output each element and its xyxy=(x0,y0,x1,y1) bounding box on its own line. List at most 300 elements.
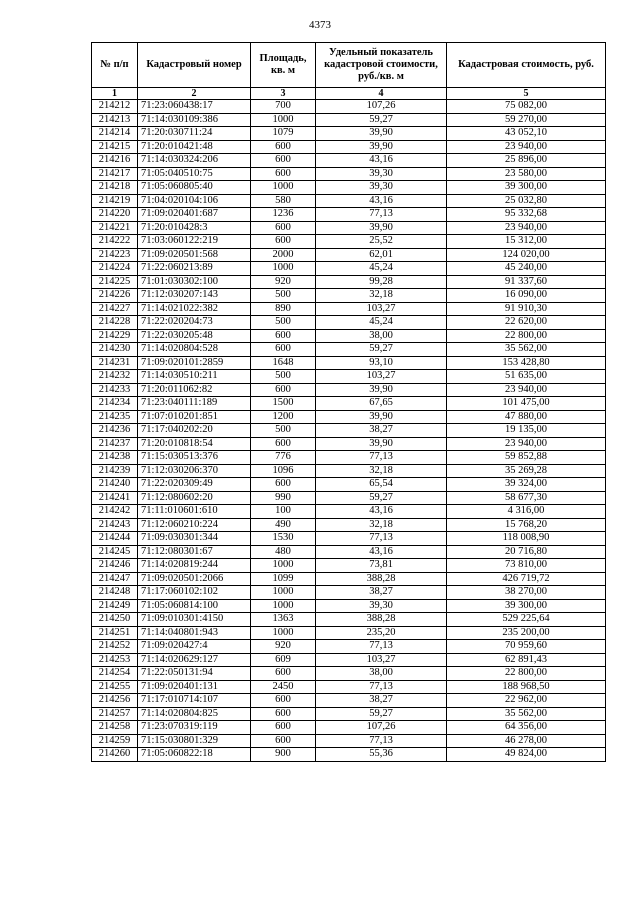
cadastral-number-cell: 71:22:020204:73 xyxy=(138,316,251,330)
specific-value-cell: 39,90 xyxy=(316,221,447,235)
row-number-cell: 214244 xyxy=(92,532,138,546)
cadastral-number-cell: 71:22:060213:89 xyxy=(138,262,251,276)
cadastral-number-cell: 71:20:011062:82 xyxy=(138,383,251,397)
area-cell: 600 xyxy=(251,221,316,235)
cadastral-number-cell: 71:09:020401:131 xyxy=(138,680,251,694)
specific-value-cell: 45,24 xyxy=(316,316,447,330)
cadastral-value-cell: 4 316,00 xyxy=(447,505,606,519)
cadastral-number-cell: 71:05:060822:18 xyxy=(138,748,251,762)
cadastral-number-cell: 71:22:020309:49 xyxy=(138,478,251,492)
specific-value-cell: 32,18 xyxy=(316,289,447,303)
specific-value-cell: 39,30 xyxy=(316,167,447,181)
table-row xyxy=(92,140,606,154)
table-row xyxy=(92,100,606,114)
row-number-cell: 214238 xyxy=(92,451,138,465)
area-cell: 600 xyxy=(251,154,316,168)
table-row xyxy=(92,667,606,681)
cadastral-value-cell: 188 968,50 xyxy=(447,680,606,694)
cadastral-value-cell: 39 300,00 xyxy=(447,599,606,613)
area-cell: 776 xyxy=(251,451,316,465)
cadastral-number-cell: 71:23:040111:189 xyxy=(138,397,251,411)
specific-value-cell: 59,27 xyxy=(316,491,447,505)
area-cell: 700 xyxy=(251,100,316,114)
page-number: 4373 xyxy=(309,19,331,31)
specific-value-cell: 107,26 xyxy=(316,721,447,735)
table-body xyxy=(92,100,606,762)
area-cell: 500 xyxy=(251,370,316,384)
table-row xyxy=(92,316,606,330)
cadastral-number-cell: 71:12:060210:224 xyxy=(138,518,251,532)
cadastral-value-cell: 19 135,00 xyxy=(447,424,606,438)
row-number-cell: 214227 xyxy=(92,302,138,316)
table-row xyxy=(92,424,606,438)
row-number-cell: 214246 xyxy=(92,559,138,573)
row-number-cell: 214236 xyxy=(92,424,138,438)
cadastral-number-cell: 71:14:020804:825 xyxy=(138,707,251,721)
area-cell: 1000 xyxy=(251,599,316,613)
table-row xyxy=(92,626,606,640)
specific-value-cell: 32,18 xyxy=(316,518,447,532)
row-number-cell: 214224 xyxy=(92,262,138,276)
cadastral-number-cell: 71:17:060102:102 xyxy=(138,586,251,600)
row-number-cell: 214251 xyxy=(92,626,138,640)
specific-value-cell: 77,13 xyxy=(316,734,447,748)
cadastral-value-cell: 35 562,00 xyxy=(447,343,606,357)
header-specific-value: Удельный показатель кадастровой стоимости, руб./кв. м xyxy=(316,43,447,88)
row-number-cell: 214214 xyxy=(92,127,138,141)
cadastral-value-cell: 22 800,00 xyxy=(447,329,606,343)
specific-value-cell: 39,90 xyxy=(316,140,447,154)
row-number-cell: 214256 xyxy=(92,694,138,708)
cadastral-number-cell: 71:12:080602:20 xyxy=(138,491,251,505)
column-number: 5 xyxy=(447,88,606,100)
header-cadastral-number: Кадастровый номер xyxy=(138,43,251,88)
area-cell: 600 xyxy=(251,694,316,708)
table-row xyxy=(92,680,606,694)
area-cell: 920 xyxy=(251,640,316,654)
table-row xyxy=(92,194,606,208)
row-number-cell: 214217 xyxy=(92,167,138,181)
cadastral-value-cell: 59 270,00 xyxy=(447,113,606,127)
column-number: 2 xyxy=(138,88,251,100)
table-row xyxy=(92,275,606,289)
cadastral-value-cell: 15 312,00 xyxy=(447,235,606,249)
specific-value-cell: 43,16 xyxy=(316,194,447,208)
cadastral-value-cell: 47 880,00 xyxy=(447,410,606,424)
specific-value-cell: 388,28 xyxy=(316,572,447,586)
area-cell: 1000 xyxy=(251,626,316,640)
area-cell: 600 xyxy=(251,343,316,357)
specific-value-cell: 77,13 xyxy=(316,640,447,654)
row-number-cell: 214216 xyxy=(92,154,138,168)
cadastral-number-cell: 71:20:010421:48 xyxy=(138,140,251,154)
area-cell: 600 xyxy=(251,383,316,397)
specific-value-cell: 43,16 xyxy=(316,154,447,168)
cadastral-number-cell: 71:23:070319:119 xyxy=(138,721,251,735)
specific-value-cell: 77,13 xyxy=(316,208,447,222)
cadastral-value-cell: 124 020,00 xyxy=(447,248,606,262)
cadastral-value-cell: 23 940,00 xyxy=(447,437,606,451)
cadastral-number-cell: 71:05:060814:100 xyxy=(138,599,251,613)
cadastral-number-cell: 71:17:010714:107 xyxy=(138,694,251,708)
cadastral-number-cell: 71:22:030205:48 xyxy=(138,329,251,343)
specific-value-cell: 39,90 xyxy=(316,410,447,424)
area-cell: 580 xyxy=(251,194,316,208)
cadastral-number-cell: 71:12:030206:370 xyxy=(138,464,251,478)
table-row xyxy=(92,343,606,357)
specific-value-cell: 38,27 xyxy=(316,424,447,438)
table-row xyxy=(92,451,606,465)
cadastral-number-cell: 71:01:030302:100 xyxy=(138,275,251,289)
cadastral-value-cell: 426 719,72 xyxy=(447,572,606,586)
table-row xyxy=(92,748,606,762)
row-number-cell: 214245 xyxy=(92,545,138,559)
specific-value-cell: 43,16 xyxy=(316,545,447,559)
row-number-cell: 214255 xyxy=(92,680,138,694)
area-cell: 100 xyxy=(251,505,316,519)
cadastral-value-table xyxy=(91,42,606,762)
table-row xyxy=(92,572,606,586)
specific-value-cell: 103,27 xyxy=(316,302,447,316)
cadastral-value-cell: 75 082,00 xyxy=(447,100,606,114)
cadastral-number-cell: 71:14:021022:382 xyxy=(138,302,251,316)
table-row xyxy=(92,181,606,195)
cadastral-number-cell: 71:09:010301:4150 xyxy=(138,613,251,627)
area-cell: 2000 xyxy=(251,248,316,262)
column-number-row xyxy=(92,88,606,100)
row-number-cell: 214254 xyxy=(92,667,138,681)
cadastral-value-cell: 35 562,00 xyxy=(447,707,606,721)
cadastral-number-cell: 71:09:020101:2859 xyxy=(138,356,251,370)
table-row xyxy=(92,356,606,370)
specific-value-cell: 45,24 xyxy=(316,262,447,276)
cadastral-number-cell: 71:09:020427:4 xyxy=(138,640,251,654)
cadastral-value-cell: 25 896,00 xyxy=(447,154,606,168)
area-cell: 1079 xyxy=(251,127,316,141)
row-number-cell: 214253 xyxy=(92,653,138,667)
table-row xyxy=(92,262,606,276)
specific-value-cell: 32,18 xyxy=(316,464,447,478)
row-number-cell: 214229 xyxy=(92,329,138,343)
specific-value-cell: 38,27 xyxy=(316,694,447,708)
column-number: 1 xyxy=(92,88,138,100)
row-number-cell: 214226 xyxy=(92,289,138,303)
specific-value-cell: 67,65 xyxy=(316,397,447,411)
specific-value-cell: 73,81 xyxy=(316,559,447,573)
area-cell: 609 xyxy=(251,653,316,667)
specific-value-cell: 77,13 xyxy=(316,451,447,465)
area-cell: 500 xyxy=(251,316,316,330)
cadastral-value-cell: 22 620,00 xyxy=(447,316,606,330)
table-row xyxy=(92,559,606,573)
area-cell: 1000 xyxy=(251,181,316,195)
cadastral-number-cell: 71:15:030801:329 xyxy=(138,734,251,748)
specific-value-cell: 39,30 xyxy=(316,599,447,613)
area-cell: 600 xyxy=(251,721,316,735)
area-cell: 1648 xyxy=(251,356,316,370)
specific-value-cell: 65,54 xyxy=(316,478,447,492)
area-cell: 1530 xyxy=(251,532,316,546)
cadastral-value-cell: 91 337,60 xyxy=(447,275,606,289)
table-row xyxy=(92,586,606,600)
cadastral-number-cell: 71:07:010201:851 xyxy=(138,410,251,424)
table-row xyxy=(92,167,606,181)
cadastral-value-cell: 235 200,00 xyxy=(447,626,606,640)
cadastral-value-cell: 22 962,00 xyxy=(447,694,606,708)
table-row xyxy=(92,721,606,735)
cadastral-number-cell: 71:14:030510:211 xyxy=(138,370,251,384)
row-number-cell: 214234 xyxy=(92,397,138,411)
cadastral-number-cell: 71:05:060805:40 xyxy=(138,181,251,195)
table-row xyxy=(92,370,606,384)
specific-value-cell: 388,28 xyxy=(316,613,447,627)
cadastral-value-cell: 23 940,00 xyxy=(447,383,606,397)
area-cell: 600 xyxy=(251,734,316,748)
cadastral-value-cell: 58 677,30 xyxy=(447,491,606,505)
row-number-cell: 214215 xyxy=(92,140,138,154)
row-number-cell: 214237 xyxy=(92,437,138,451)
table-row xyxy=(92,383,606,397)
row-number-cell: 214235 xyxy=(92,410,138,424)
specific-value-cell: 43,16 xyxy=(316,505,447,519)
area-cell: 1096 xyxy=(251,464,316,478)
cadastral-number-cell: 71:20:010428:3 xyxy=(138,221,251,235)
specific-value-cell: 59,27 xyxy=(316,343,447,357)
row-number-cell: 214223 xyxy=(92,248,138,262)
row-number-cell: 214247 xyxy=(92,572,138,586)
table-row xyxy=(92,532,606,546)
cadastral-number-cell: 71:04:020104:106 xyxy=(138,194,251,208)
specific-value-cell: 103,27 xyxy=(316,370,447,384)
cadastral-number-cell: 71:14:020629:127 xyxy=(138,653,251,667)
cadastral-value-cell: 23 940,00 xyxy=(447,221,606,235)
specific-value-cell: 39,30 xyxy=(316,181,447,195)
cadastral-number-cell: 71:12:080301:67 xyxy=(138,545,251,559)
area-cell: 1000 xyxy=(251,113,316,127)
specific-value-cell: 39,90 xyxy=(316,383,447,397)
cadastral-value-cell: 16 090,00 xyxy=(447,289,606,303)
header-cadastral-value: Кадастровая стоимость, руб. xyxy=(447,43,606,88)
table-row xyxy=(92,113,606,127)
table-row xyxy=(92,653,606,667)
table-row xyxy=(92,397,606,411)
cadastral-number-cell: 71:14:030324:206 xyxy=(138,154,251,168)
table-row xyxy=(92,410,606,424)
specific-value-cell: 62,01 xyxy=(316,248,447,262)
table-row xyxy=(92,545,606,559)
cadastral-value-cell: 70 959,60 xyxy=(447,640,606,654)
cadastral-number-cell: 71:14:030109:386 xyxy=(138,113,251,127)
cadastral-value-cell: 38 270,00 xyxy=(447,586,606,600)
cadastral-value-cell: 101 475,00 xyxy=(447,397,606,411)
cadastral-number-cell: 71:12:030207:143 xyxy=(138,289,251,303)
column-number: 3 xyxy=(251,88,316,100)
row-number-cell: 214222 xyxy=(92,235,138,249)
area-cell: 490 xyxy=(251,518,316,532)
cadastral-number-cell: 71:22:050131:94 xyxy=(138,667,251,681)
row-number-cell: 214228 xyxy=(92,316,138,330)
row-number-cell: 214218 xyxy=(92,181,138,195)
table-row xyxy=(92,707,606,721)
cadastral-value-cell: 39 300,00 xyxy=(447,181,606,195)
area-cell: 1500 xyxy=(251,397,316,411)
cadastral-value-cell: 73 810,00 xyxy=(447,559,606,573)
cadastral-value-cell: 39 324,00 xyxy=(447,478,606,492)
cadastral-number-cell: 71:09:030301:344 xyxy=(138,532,251,546)
area-cell: 1200 xyxy=(251,410,316,424)
table-row xyxy=(92,734,606,748)
cadastral-number-cell: 71:14:020804:528 xyxy=(138,343,251,357)
area-cell: 2450 xyxy=(251,680,316,694)
cadastral-value-cell: 59 852,88 xyxy=(447,451,606,465)
cadastral-value-cell: 51 635,00 xyxy=(447,370,606,384)
area-cell: 890 xyxy=(251,302,316,316)
specific-value-cell: 55,36 xyxy=(316,748,447,762)
area-cell: 1363 xyxy=(251,613,316,627)
cadastral-value-cell: 45 240,00 xyxy=(447,262,606,276)
row-number-cell: 214249 xyxy=(92,599,138,613)
row-number-cell: 214221 xyxy=(92,221,138,235)
area-cell: 1000 xyxy=(251,586,316,600)
table-row xyxy=(92,235,606,249)
row-number-cell: 214252 xyxy=(92,640,138,654)
row-number-cell: 214231 xyxy=(92,356,138,370)
table-header-row xyxy=(92,43,606,88)
area-cell: 480 xyxy=(251,545,316,559)
specific-value-cell: 59,27 xyxy=(316,707,447,721)
area-cell: 1236 xyxy=(251,208,316,222)
area-cell: 500 xyxy=(251,289,316,303)
cadastral-value-cell: 22 800,00 xyxy=(447,667,606,681)
table-row xyxy=(92,694,606,708)
specific-value-cell: 25,52 xyxy=(316,235,447,249)
area-cell: 600 xyxy=(251,478,316,492)
area-cell: 1000 xyxy=(251,559,316,573)
area-cell: 600 xyxy=(251,140,316,154)
table-row xyxy=(92,437,606,451)
row-number-cell: 214257 xyxy=(92,707,138,721)
area-cell: 600 xyxy=(251,667,316,681)
cadastral-value-cell: 118 008,90 xyxy=(447,532,606,546)
cadastral-number-cell: 71:17:040202:20 xyxy=(138,424,251,438)
header-area: Площадь, кв. м xyxy=(251,43,316,88)
specific-value-cell: 77,13 xyxy=(316,532,447,546)
table-row xyxy=(92,599,606,613)
table-row xyxy=(92,518,606,532)
cadastral-number-cell: 71:23:060438:17 xyxy=(138,100,251,114)
area-cell: 990 xyxy=(251,491,316,505)
area-cell: 600 xyxy=(251,167,316,181)
cadastral-number-cell: 71:03:060122:219 xyxy=(138,235,251,249)
row-number-cell: 214239 xyxy=(92,464,138,478)
specific-value-cell: 103,27 xyxy=(316,653,447,667)
area-cell: 500 xyxy=(251,424,316,438)
cadastral-number-cell: 71:05:040510:75 xyxy=(138,167,251,181)
area-cell: 1000 xyxy=(251,262,316,276)
row-number-cell: 214213 xyxy=(92,113,138,127)
area-cell: 920 xyxy=(251,275,316,289)
row-number-cell: 214250 xyxy=(92,613,138,627)
table-row xyxy=(92,640,606,654)
cadastral-value-cell: 91 910,30 xyxy=(447,302,606,316)
cadastral-value-cell: 46 278,00 xyxy=(447,734,606,748)
cadastral-value-cell: 49 824,00 xyxy=(447,748,606,762)
row-number-cell: 214230 xyxy=(92,343,138,357)
cadastral-value-cell: 20 716,80 xyxy=(447,545,606,559)
table-row xyxy=(92,289,606,303)
table-row xyxy=(92,248,606,262)
area-cell: 600 xyxy=(251,707,316,721)
cadastral-number-cell: 71:20:030711:24 xyxy=(138,127,251,141)
table-row xyxy=(92,127,606,141)
cadastral-number-cell: 71:20:010818:54 xyxy=(138,437,251,451)
cadastral-value-cell: 95 332,68 xyxy=(447,208,606,222)
specific-value-cell: 38,27 xyxy=(316,586,447,600)
specific-value-cell: 39,90 xyxy=(316,127,447,141)
area-cell: 600 xyxy=(251,329,316,343)
specific-value-cell: 235,20 xyxy=(316,626,447,640)
cadastral-number-cell: 71:14:020819:244 xyxy=(138,559,251,573)
table-row xyxy=(92,302,606,316)
table-row xyxy=(92,221,606,235)
specific-value-cell: 99,28 xyxy=(316,275,447,289)
row-number-cell: 214260 xyxy=(92,748,138,762)
cadastral-value-cell: 64 356,00 xyxy=(447,721,606,735)
row-number-cell: 214212 xyxy=(92,100,138,114)
row-number-cell: 214243 xyxy=(92,518,138,532)
table-row xyxy=(92,491,606,505)
row-number-cell: 214259 xyxy=(92,734,138,748)
cadastral-value-cell: 43 052,10 xyxy=(447,127,606,141)
table-row xyxy=(92,208,606,222)
cadastral-value-cell: 62 891,43 xyxy=(447,653,606,667)
cadastral-value-cell: 23 940,00 xyxy=(447,140,606,154)
cadastral-value-cell: 529 225,64 xyxy=(447,613,606,627)
table-row xyxy=(92,464,606,478)
cadastral-number-cell: 71:09:020501:568 xyxy=(138,248,251,262)
area-cell: 900 xyxy=(251,748,316,762)
area-cell: 600 xyxy=(251,437,316,451)
header-row-number: № п/п xyxy=(92,43,138,88)
row-number-cell: 214248 xyxy=(92,586,138,600)
cadastral-value-cell: 25 032,80 xyxy=(447,194,606,208)
row-number-cell: 214240 xyxy=(92,478,138,492)
area-cell: 600 xyxy=(251,235,316,249)
table-row xyxy=(92,478,606,492)
cadastral-value-cell: 153 428,80 xyxy=(447,356,606,370)
specific-value-cell: 93,10 xyxy=(316,356,447,370)
row-number-cell: 214241 xyxy=(92,491,138,505)
cadastral-number-cell: 71:09:020501:2066 xyxy=(138,572,251,586)
area-cell: 1099 xyxy=(251,572,316,586)
cadastral-value-cell: 35 269,28 xyxy=(447,464,606,478)
row-number-cell: 214258 xyxy=(92,721,138,735)
row-number-cell: 214232 xyxy=(92,370,138,384)
cadastral-number-cell: 71:15:030513:376 xyxy=(138,451,251,465)
row-number-cell: 214219 xyxy=(92,194,138,208)
cadastral-number-cell: 71:09:020401:687 xyxy=(138,208,251,222)
table-row xyxy=(92,505,606,519)
specific-value-cell: 59,27 xyxy=(316,113,447,127)
column-number: 4 xyxy=(316,88,447,100)
row-number-cell: 214220 xyxy=(92,208,138,222)
specific-value-cell: 38,00 xyxy=(316,329,447,343)
row-number-cell: 214225 xyxy=(92,275,138,289)
specific-value-cell: 39,90 xyxy=(316,437,447,451)
cadastral-number-cell: 71:14:040801:943 xyxy=(138,626,251,640)
specific-value-cell: 107,26 xyxy=(316,100,447,114)
row-number-cell: 214242 xyxy=(92,505,138,519)
